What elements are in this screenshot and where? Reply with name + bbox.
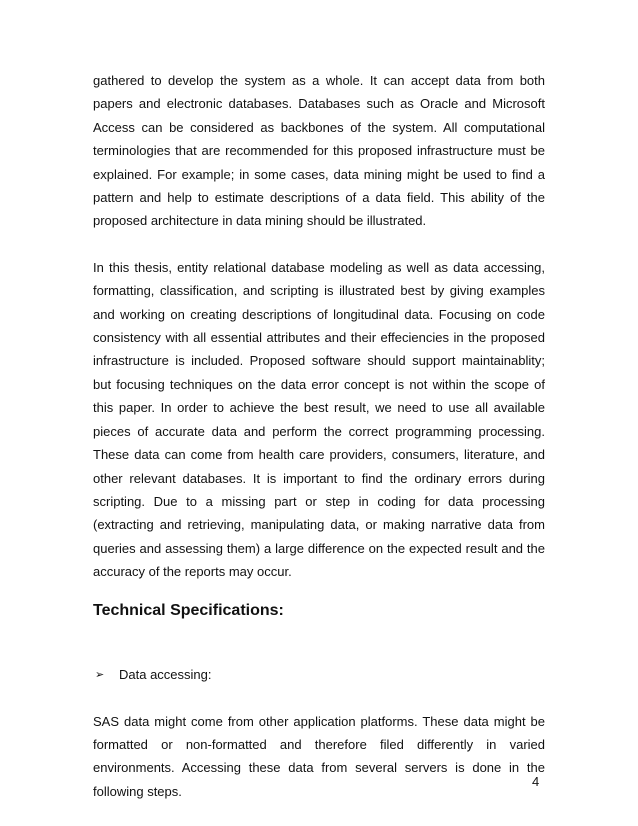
body-paragraph-2: In this thesis, entity relational database modeling as well as data accessing, formatting, classification, and scripting is illustrated best by giving examples and working on creating descriptions of longitudinal data. Focusing on code consistency with all essential attributes and their effeciencies in the proposed infrastructure is included. Proposed software should support maintainablity; but focusing techniques on the data error concept is not within the scope of this paper. In order to achieve the best result, we need to use all available pieces of accurate data and perform the correct programming processing. These data can come from health care providers, consumers, literature, and other relevant databases. It is important to find the ordinary errors during scripting. Due to a missing part or step in coding for data processing (extracting and retrieving, manipulating data, or making narrative data from queries and assessing them) a large difference on the expected result and the accuracy of the reports may occur. (93, 259, 545, 580)
bullet-label: Data accessing: (119, 666, 212, 682)
arrow-bullet-icon: ➢ (95, 668, 105, 681)
section-heading: Technical Specifications: (93, 601, 284, 619)
bullet-item (93, 664, 545, 686)
page-number: 4 (532, 774, 540, 789)
body-paragraph-1: gathered to develop the system as a whole. It can accept data from both papers and electronic databases. Databases such as Oracle and Microsoft Access can be considered as backbones of the system. All computational terminologies that are recommended for this proposed infrastructure must be explained. For example; in some cases, data mining might be used to find a pattern and help to estimate descriptions of a data field. This ability of the proposed architecture in data mining should be illustrated. (93, 73, 545, 229)
page-body (93, 69, 545, 803)
closing-paragraph: SAS data might come from other application platforms. These data might be formatted or non-formatted and therefore filed differently in varied environments. Accessing these data from several servers is done in the following steps. (93, 713, 545, 799)
